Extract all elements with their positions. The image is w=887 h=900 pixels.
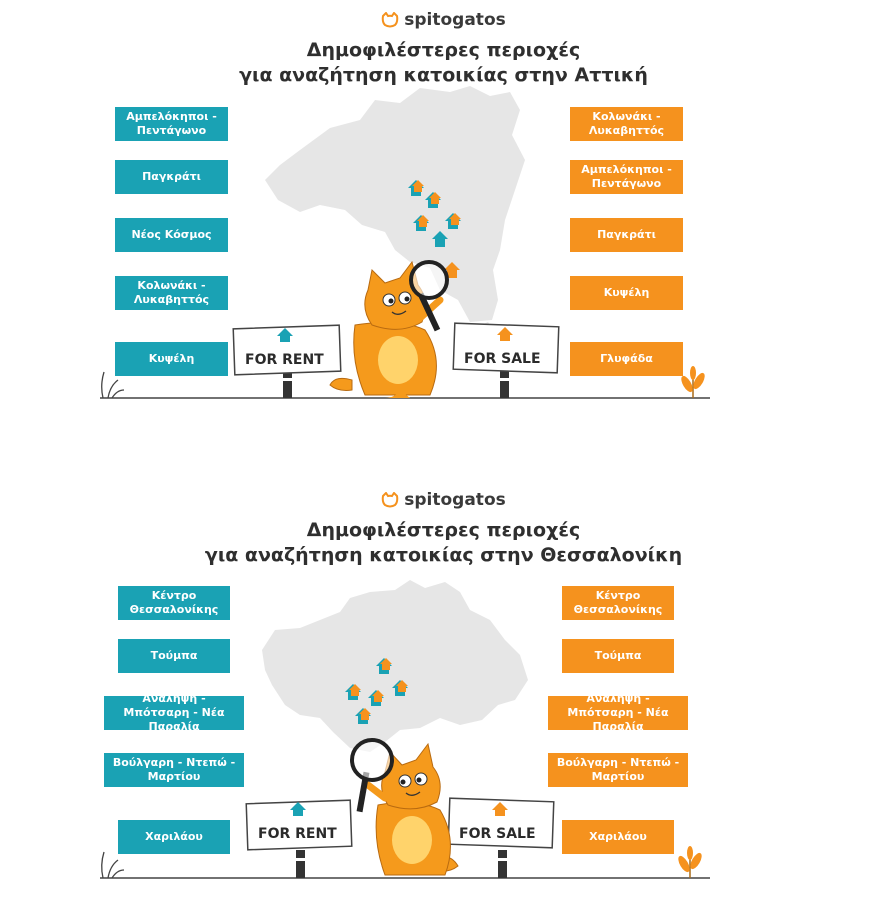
sale-area-4: Βούλγαρη - Ντεπώ - Μαρτίου <box>548 753 688 787</box>
title-line-2: για αναζήτηση κατοικίας στην Αττική <box>239 64 648 86</box>
sale-area-2: Αμπελόκηποι - Πεντάγωνο <box>570 160 683 194</box>
cat-mascot-icon <box>330 262 447 398</box>
for-rent-label: FOR RENT <box>258 826 337 842</box>
brand-name: spitogatos <box>404 10 506 30</box>
grass-left <box>102 852 124 878</box>
sale-area-3: Ανάληψη - Μπότσαρη - Νέα Παραλία <box>548 696 688 730</box>
for-sale-label: FOR SALE <box>459 826 536 842</box>
rent-area-1: Αμπελόκηποι - Πεντάγωνο <box>115 107 228 141</box>
title-line-2: για αναζήτηση κατοικίας στην Θεσσαλονίκη <box>204 544 683 566</box>
rent-area-5: Κυψέλη <box>115 342 228 376</box>
cat-mascot-icon <box>352 740 458 875</box>
plant-right-icon <box>676 846 704 878</box>
attica-infographic <box>0 0 887 420</box>
spitogatos-logo <box>0 490 887 514</box>
rent-area-3: Νέος Κόσμος <box>115 218 228 252</box>
title-line-1: Δημοφιλέστερες περιοχές <box>306 39 581 61</box>
cat-logo-icon <box>381 12 399 28</box>
sale-area-3: Παγκράτι <box>570 218 683 252</box>
for-rent-sign <box>233 325 341 398</box>
cat-logo-icon <box>381 492 399 508</box>
for-rent-sign <box>246 800 352 878</box>
sale-area-1: Κέντρο Θεσσαλονίκης <box>562 586 674 620</box>
thessaloniki-infographic <box>0 480 887 900</box>
rent-area-4: Βούλγαρη - Ντεπώ - Μαρτίου <box>104 753 244 787</box>
for-rent-label: FOR RENT <box>245 352 324 368</box>
brand-name: spitogatos <box>404 490 506 510</box>
title-line-1: Δημοφιλέστερες περιοχές <box>306 519 581 541</box>
rent-area-2: Παγκράτι <box>115 160 228 194</box>
rent-area-4: Κολωνάκι - Λυκαβηττός <box>115 276 228 310</box>
for-sale-label: FOR SALE <box>464 351 541 367</box>
rent-area-1: Κέντρο Θεσσαλονίκης <box>118 586 230 620</box>
spitogatos-logo <box>0 10 887 34</box>
sale-area-2: Τούμπα <box>562 639 674 673</box>
rent-area-3: Ανάληψη - Μπότσαρη - Νέα Παραλία <box>104 696 244 730</box>
for-sale-sign <box>453 323 559 398</box>
rent-area-2: Τούμπα <box>118 639 230 673</box>
thessaloniki-map <box>262 580 528 752</box>
sale-area-4: Κυψέλη <box>570 276 683 310</box>
sale-area-5: Χαριλάου <box>562 820 674 854</box>
sale-area-5: Γλυφάδα <box>570 342 683 376</box>
for-sale-sign <box>448 798 554 878</box>
plant-right-icon <box>679 366 707 398</box>
sale-area-1: Κολωνάκι - Λυκαβηττός <box>570 107 683 141</box>
rent-area-5: Χαριλάου <box>118 820 230 854</box>
